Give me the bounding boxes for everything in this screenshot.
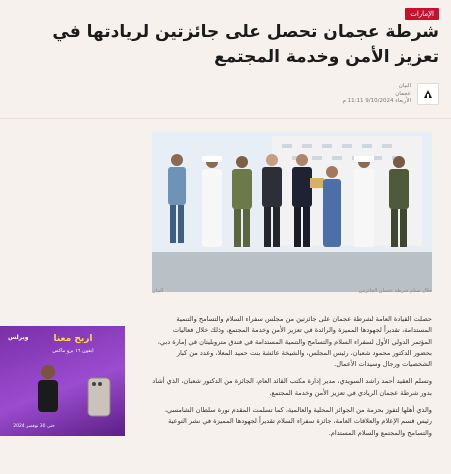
divider	[0, 118, 451, 119]
publisher-logo-icon	[422, 88, 434, 100]
ad-graphics	[0, 326, 125, 436]
ad-brand: ويرلس	[8, 334, 29, 341]
person-icon	[41, 365, 55, 379]
section-tag[interactable]: الإمارات	[405, 8, 439, 20]
article-headline: شرطة عجمان تحصل على جائزتين لريادتها في تعزيز الأمن وخدمة المجتمع	[52, 22, 439, 67]
ad-subtitle: ايفون ١٦ برو ماكس	[52, 348, 94, 354]
ad-footer: حتى 30 نوفمبر 2024	[13, 424, 55, 429]
paragraph: حصلت القيادة العامة لشرطة عجمان على جائزتين من مجلس سفراء السلام والتسامح والتنمية المستدامة، تقديراً لجهودها المميزة والرائدة في تعزيز الأمن وخدمة المجتمع، وذلك خلال فعاليات المؤتمر الدولي الأول لسفراء السلام والتسامح والتنمية المستدامة في فندق متروبليتان في إمارة دبي، بحضور الدكتور محمود شعبان، رئيس المجلس، والشيخة عائشة بنت حميد المعلا، وعدد من كبار الشخصيات ورجال وسيدات الأعمال.	[157, 315, 432, 369]
byline	[9, 83, 439, 106]
award-ceremony-image	[152, 132, 432, 292]
byline-date: الأربعاء 9/10/2024 11:11 م	[342, 98, 411, 104]
ad-banner[interactable]	[0, 326, 125, 436]
paragraph: وتسلم العقيد أحمد راشد السويدي، مدير إدارة مكتب القائد العام، الجائزة من الدكتور شعبان، الذي أشاد بدور شرطة عجمان الريادي في تعزيز الأمن وخدمة المجتمع.	[152, 377, 432, 397]
byline-city: عجمان	[395, 90, 411, 97]
byline-meta	[343, 83, 411, 106]
article-body	[152, 314, 432, 445]
paragraph: والذي أهلها لتفوز بحزمة من الجوائز المحلية والعالمية، كما تسلمت المقدم نورة سلطان الشامسي، رئيس قسم الإعلام والعلاقات العامة، جائزة سفراء السلام تقديراً لجهودها المميزة في نشر التوعية والتسامح والمجتمع والسلام المستدام.	[164, 406, 432, 437]
photo-caption: خلال تسلم شرطة عجمان الجائزتين	[358, 288, 432, 294]
photo-source: البيان	[152, 288, 164, 294]
ad-title: اربح معنا	[53, 334, 93, 344]
publisher-logo[interactable]	[417, 83, 439, 105]
byline-source[interactable]: البيان	[398, 83, 411, 89]
article-photo[interactable]	[152, 132, 432, 292]
